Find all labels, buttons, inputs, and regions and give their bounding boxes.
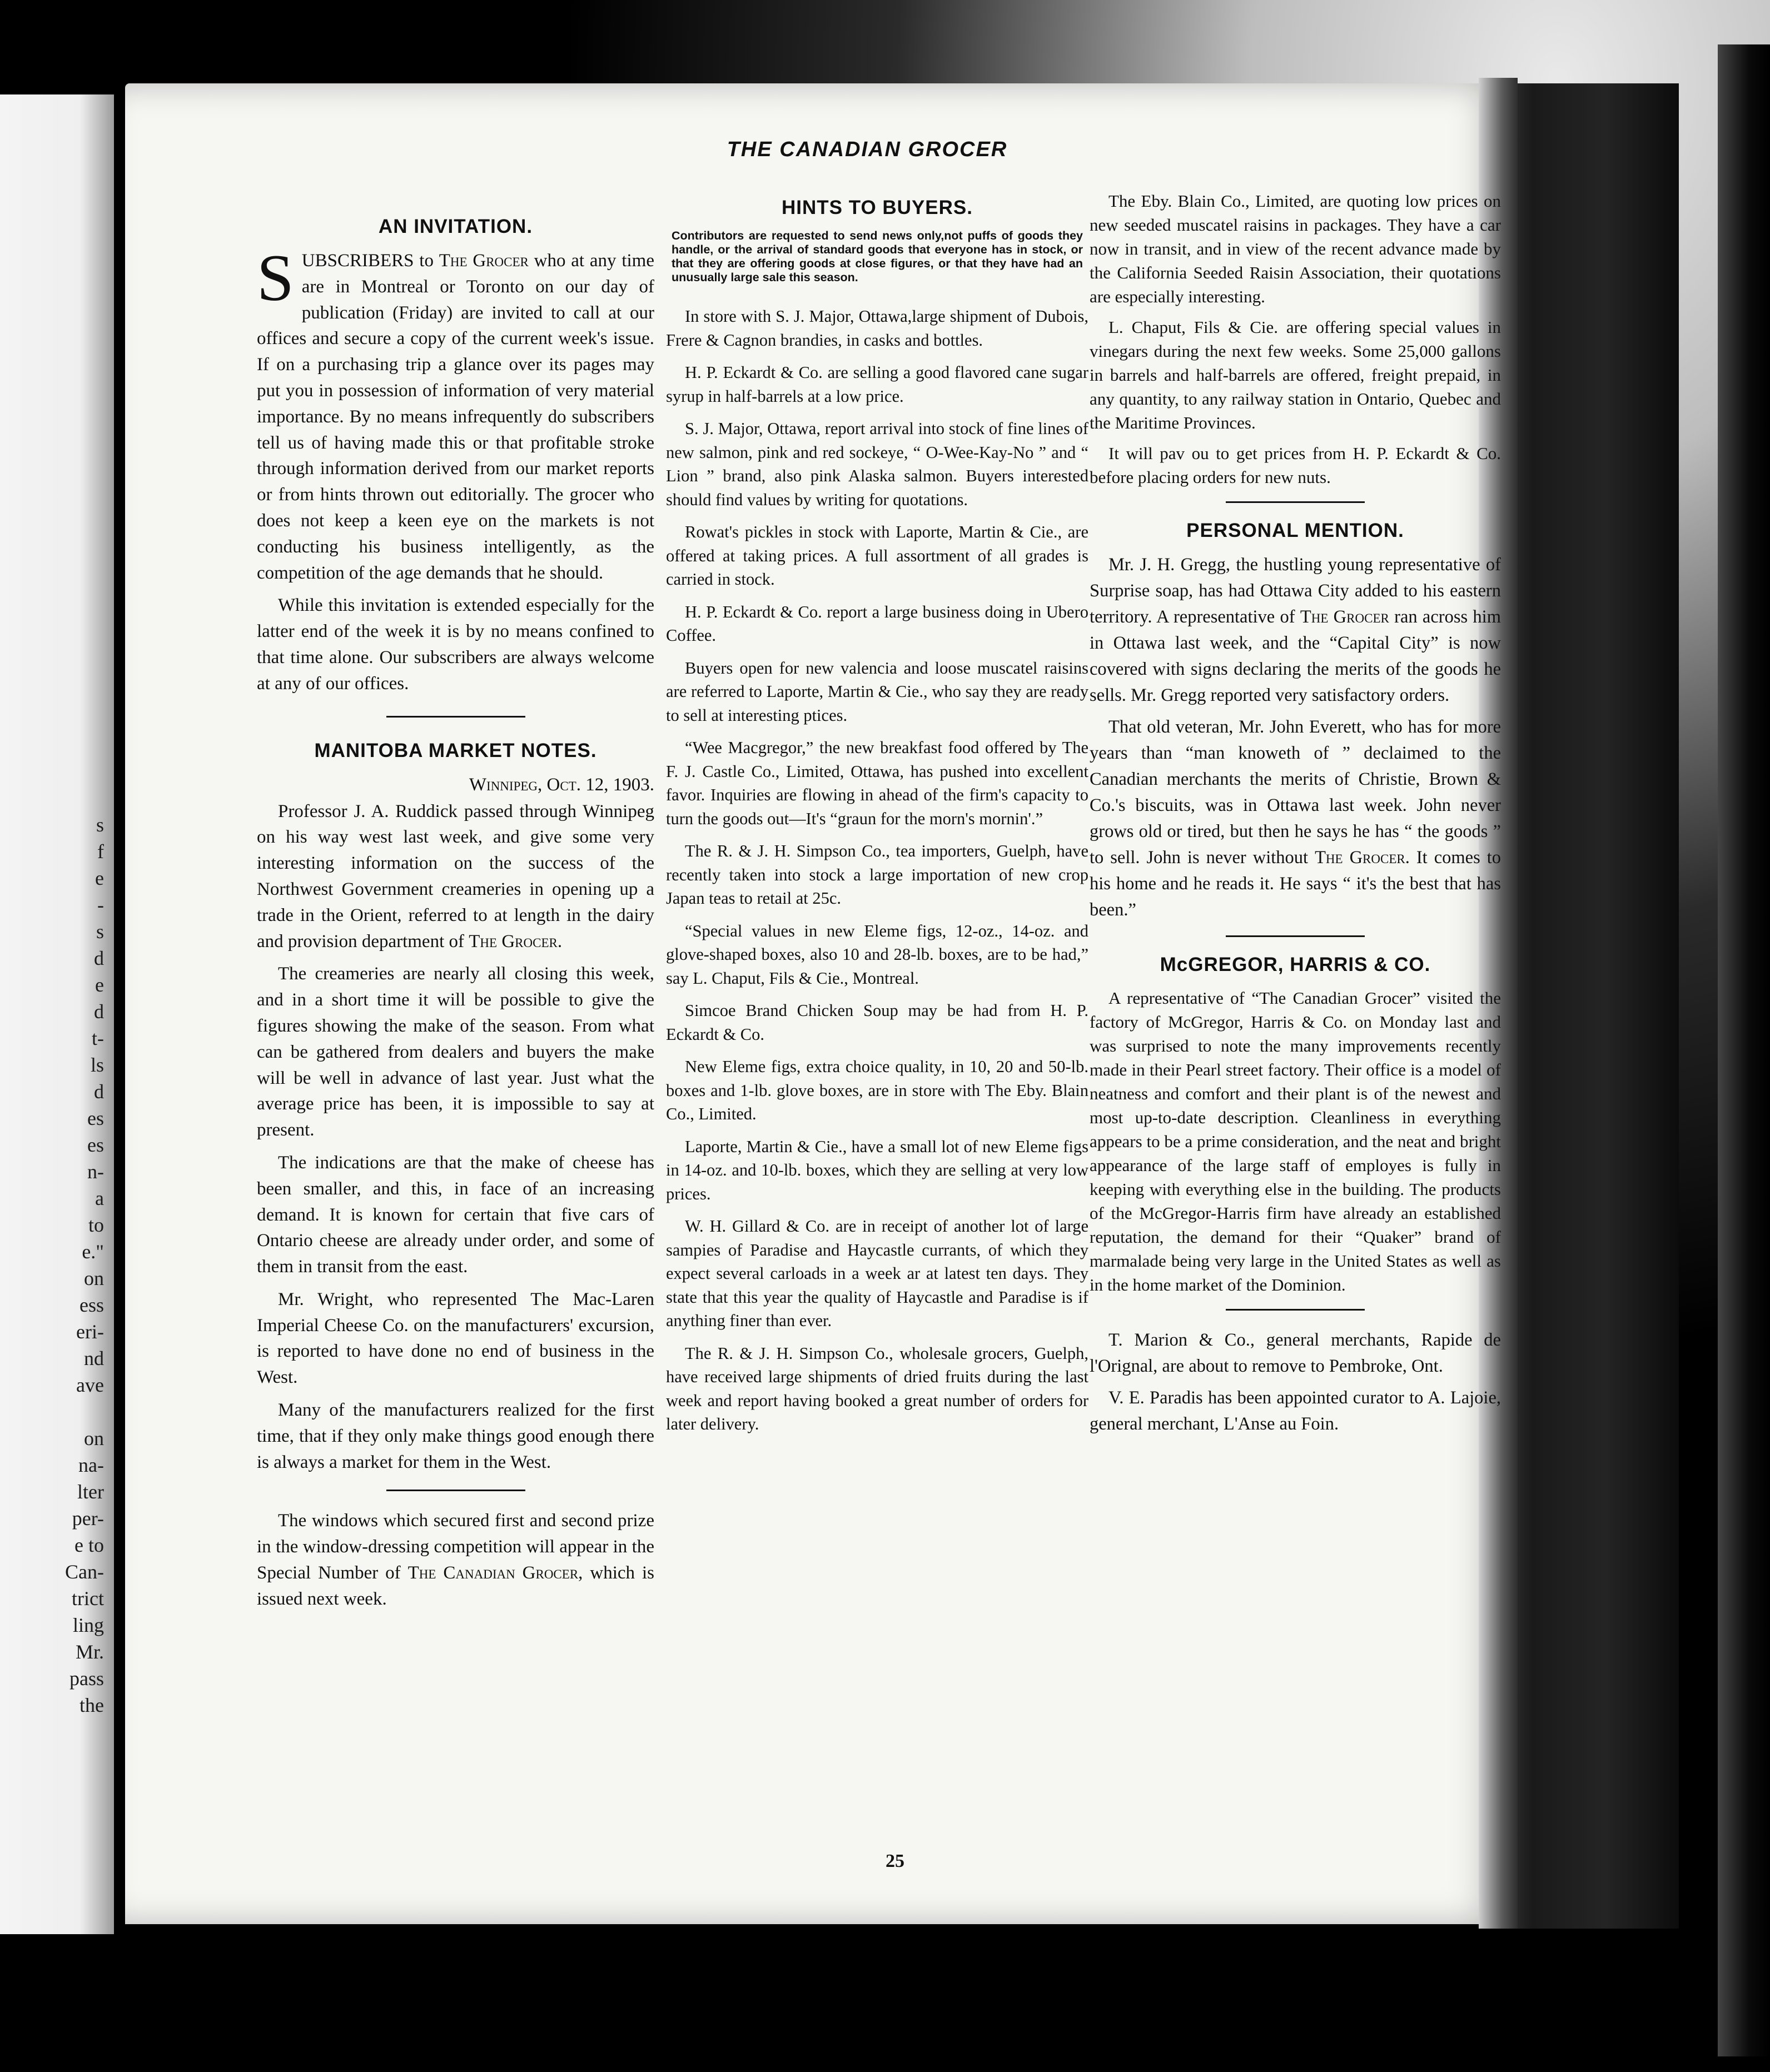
left-page-fragment: e.": [82, 1241, 104, 1263]
hints-item: The Eby. Blain Co., Limited, are quoting low prices on new seeded muscatel raisins in packages. They have a car now in transit, and in view of the recent advance made by the California Seeded Raisin Association, their quotations are especially interesting.: [1090, 191, 1501, 306]
hints-item: “Special values in new Eleme figs, 12-oz., 14-oz. and glove-shaped boxes, also 10 and 28-lb. boxes, are to be had,” say L. Chaput, Fils & Cie., Montreal.: [666, 921, 1088, 988]
manitoba-paragraph-2: The creameries are nearly all closing this week, and in a short time it will be possible to give the figures showing the make of the season. From what can be gathered from dealers and buyers the make will be well in advance of last year. Just what the average price has been, it is impossible to say at present.: [257, 964, 654, 1140]
left-page-fragment: lter: [77, 1481, 104, 1503]
left-page-fragment: Mr.: [75, 1641, 104, 1663]
hints-item: “Wee Macgregor,” the new breakfast food offered by The F. J. Castle Co., Limited, Ottawa, has pushed into excellent favor. Inquiries are flowing in ahead of the firm's capacity to turn the goods out—It's “graun for the morn's mornin'.”: [666, 738, 1088, 828]
left-page-fragment: on: [84, 1267, 104, 1289]
left-page-fragment: t-: [92, 1027, 104, 1049]
mcgregor-heading: McGREGOR, HARRIS & CO.: [1160, 954, 1431, 975]
left-page-fragment: ling: [72, 1614, 104, 1636]
hints-item: Laporte, Martin & Cie., have a small lot of new Eleme figs in 14-oz. and 10-lb. boxes, which they are selling at very low prices.: [666, 1137, 1088, 1203]
left-page-fragment: na-: [78, 1454, 104, 1476]
divider: [1226, 935, 1365, 937]
left-page-fragment: n-: [87, 1160, 104, 1183]
manitoba-heading: MANITOBA MARKET NOTES.: [314, 739, 597, 761]
manitoba-paragraph-6: The windows which secured first and second prize in the window-dressing competition will appear in the Special Number of The Canadian Grocer, which is issued next week.: [257, 1511, 654, 1609]
left-page-fragment: ave: [76, 1374, 104, 1396]
left-page-fragment: ls: [90, 1054, 104, 1076]
hints-item: S. J. Major, Ottawa, report arrival into stock of fine lines of new salmon, pink and red sockeye, “ O-Wee-Kay-No ” and “ Lion ” brand, also pink Alaska salmon. Buyers interested should find values by writing for quotations.: [666, 419, 1088, 509]
left-page-fragment: pass: [69, 1667, 104, 1690]
left-page-fragment: e: [95, 867, 104, 889]
invitation-paragraph-1: SUBSCRIBERS to The Grocer who at any time are in Montreal or Toronto on our day of publication (Friday) are invited to call at our offices and secure a copy of the current week's issue. If on a purchasing trip a glance over its pages may put you in possession of information of very material importance. By no means infrequently do subscribers tell us of having made this or that profitable stroke through information derived from our market reports or from hints thrown out editorially. The grocer who does not keep a keen eye on the markets is not conducting his business intelligently, as the competition of the age demands that he should.: [257, 241, 654, 583]
manitoba-paragraph-4: Mr. Wright, who represented The Mac-Laren Imperial Cheese Co. on the manufacturers' excursion, is reported to have done no end of business in the West.: [257, 1289, 654, 1388]
left-page-fragment: f: [97, 840, 104, 863]
left-page-fragment: Can-: [65, 1561, 104, 1583]
left-page-fragment: d: [94, 947, 104, 969]
divider: [1226, 501, 1365, 503]
left-page-fragment: on: [84, 1427, 104, 1450]
left-page-fragment: ess: [79, 1294, 104, 1316]
left-page-fragment: es: [87, 1134, 104, 1156]
hints-item: H. P. Eckardt & Co. are selling a good flavored cane sugar syrup in half-barrels at a low price.: [666, 363, 1088, 406]
hints-item: The R. & J. H. Simpson Co., wholesale grocers, Guelph, have received large shipments of dried fruits during the last week and report having booked a great number of orders for later delivery.: [666, 1343, 1088, 1433]
hints-item: H. P. Eckardt & Co. report a large business doing in Ubero Coffee.: [666, 602, 1088, 645]
divider: [386, 716, 525, 718]
left-page-fragment: e to: [74, 1534, 104, 1556]
invitation-paragraph-2: While this invitation is extended especially for the latter end of the week it is by no means confined to that time alone. Our subscribers are always welcome at any of our offices.: [257, 595, 654, 694]
left-page-fragment: d: [94, 1000, 104, 1023]
divider: [1226, 1309, 1365, 1311]
left-page-fragment: nd: [84, 1347, 104, 1369]
divider: [386, 1490, 525, 1491]
mcgregor-paragraph: A representative of “The Canadian Grocer” visited the factory of McGregor, Harris & Co. on Monday last and was surprised to note the many improvements recently made in their Pearl street factory. Their office is a model of neatness and comfort and their plant is of the newest and most up-to-date description. Cleanliness in everything appears to be a prime consideration, and the neat and bright appearance of the large staff of employes is fully in keeping with everything else in the building. The products of the McGregor-Harris firm have already an established reputation, the demand for their “Quaker” brand of marmalade being very large in the United States as well as in the home market of the Dominion.: [1090, 988, 1501, 1294]
hints-heading: HINTS TO BUYERS.: [781, 197, 973, 218]
left-page-fragment: to: [88, 1214, 104, 1236]
contributors-note: Contributors are requested to send news only,not puffs of goods they handle, or the arrival of standard goods that everyone has in stock, or that they are offering goods at close figures, or that they have had an unusually large sale this season.: [672, 229, 1083, 284]
left-page-fragment: a: [95, 1187, 104, 1209]
manitoba-paragraph-5: Many of the manufacturers realized for the first time, that if they only make things good enough there is always a market for them in the West.: [257, 1400, 654, 1472]
page-number: 25: [886, 1851, 904, 1871]
left-page-fragment: per-: [72, 1507, 104, 1530]
marion-paragraph: T. Marion & Co., general merchants, Rapide de l'Orignal, are about to remove to Pembroke, Ont.: [1090, 1330, 1501, 1376]
manitoba-paragraph-3: The indications are that the make of cheese has been smaller, and this, in face of an increasing demand. It is known for certain that five cars of Ontario cheese are already under order, and some of them in transit from the east.: [257, 1152, 654, 1277]
hints-item: L. Chaput, Fils & Cie. are offering special values in vinegars during the next few weeks. Some 25,000 gallons in barrels and half-barrels are offered, freight prepaid, in any quantity, to any railway station in Ontario, Quebec and the Maritime Provinces.: [1090, 317, 1501, 432]
hints-item: W. H. Gillard & Co. are in receipt of another lot of large sampies of Paradise and Haycastle currants, of which they expect several carloads in a week ar at latest ten days. They state that this year the quality of Haycastle and Paradise is if anything finer than ever.: [666, 1217, 1088, 1330]
invitation-heading: AN INVITATION.: [378, 216, 533, 237]
binding-edge: [1718, 44, 1770, 2056]
left-page-fragment: -: [97, 894, 104, 916]
book-spine: [1495, 83, 1679, 1929]
hints-item: New Eleme figs, extra choice quality, in 10, 20 and 50-lb. boxes and 1-lb. glove boxes, are in store with The Eby. Blain Co., Limited.: [666, 1057, 1088, 1123]
hints-item: It will pav ou to get prices from H. P. Eckardt & Co. before placing orders for new nuts.: [1090, 444, 1501, 487]
personal-paragraph-2: That old veteran, Mr. John Everett, who has for more years than “man knoweth of ” declaimed to the Canadian merchants the merits of Christie, Brown & Co.'s biscuits, was in Ottawa last week. John never grows old or tired, but then he says he has “ the goods ” to sell. John is never without The Grocer. It comes to his home and he reads it. He says “ it's the best that has been.”: [1090, 717, 1501, 920]
left-page-fragment: the: [79, 1694, 104, 1716]
left-page-fragment: d: [94, 1080, 104, 1103]
left-page-edge: [0, 94, 114, 1934]
column-right: [1090, 189, 1501, 1443]
left-page-fragment: s: [96, 814, 104, 836]
left-page-fragment: e: [95, 974, 104, 996]
left-page-fragment: es: [87, 1107, 104, 1129]
paradis-paragraph: V. E. Paradis has been appointed curator to A. Lajoie, general merchant, L'Anse au Foin.: [1090, 1388, 1501, 1434]
personal-heading: PERSONAL MENTION.: [1186, 520, 1404, 541]
hints-item: Simcoe Brand Chicken Soup may be had from H. P. Eckardt & Co.: [666, 1001, 1088, 1044]
personal-paragraph-1: Mr. J. H. Gregg, the hustling young representative of Surprise soap, has had Ottawa City added to his eastern territory. A representative of The Grocer ran across him in Ottawa last week, and the “Capital City” is now covered with signs declaring the merits of the goods he sells. Mr. Gregg reported very satisfactory orders.: [1090, 555, 1501, 705]
left-page-fragment: trict: [72, 1587, 104, 1610]
column-center: [666, 189, 1088, 1445]
hints-item: Buyers open for new valencia and loose muscatel raisins are referred to Laporte, Martin & Cie., who say they are ready to sell at interesting ptices.: [666, 658, 1088, 725]
page-header: THE CANADIAN GROCER: [727, 138, 1008, 161]
dateline: Winnipeg, Oct. 12, 1903.: [469, 774, 654, 795]
hints-item: Rowat's pickles in stock with Laporte, Martin & Cie., are offered at taking prices. A full assortment of all grades is carried in stock.: [666, 522, 1088, 589]
drop-cap: S: [257, 241, 294, 315]
manitoba-paragraph-1: Professor J. A. Ruddick passed through Winnipeg on his way west last week, and give some very interesting information on the success of the Northwest Government creameries in opening up a trade in the Orient, referred to at length in the dairy and provision department of The Grocer.: [257, 801, 654, 952]
left-page-fragment: eri-: [76, 1321, 104, 1343]
column-left: [257, 189, 654, 1619]
hints-item: In store with S. J. Major, Ottawa,large shipment of Dubois, Frere & Cagnon brandies, in casks and bottles.: [666, 307, 1088, 350]
hints-item: The R. & J. H. Simpson Co., tea importers, Guelph, have recently taken into stock a large importation of new crop Japan teas to retail at 25c.: [666, 841, 1088, 908]
left-page-fragment: s: [96, 920, 104, 943]
